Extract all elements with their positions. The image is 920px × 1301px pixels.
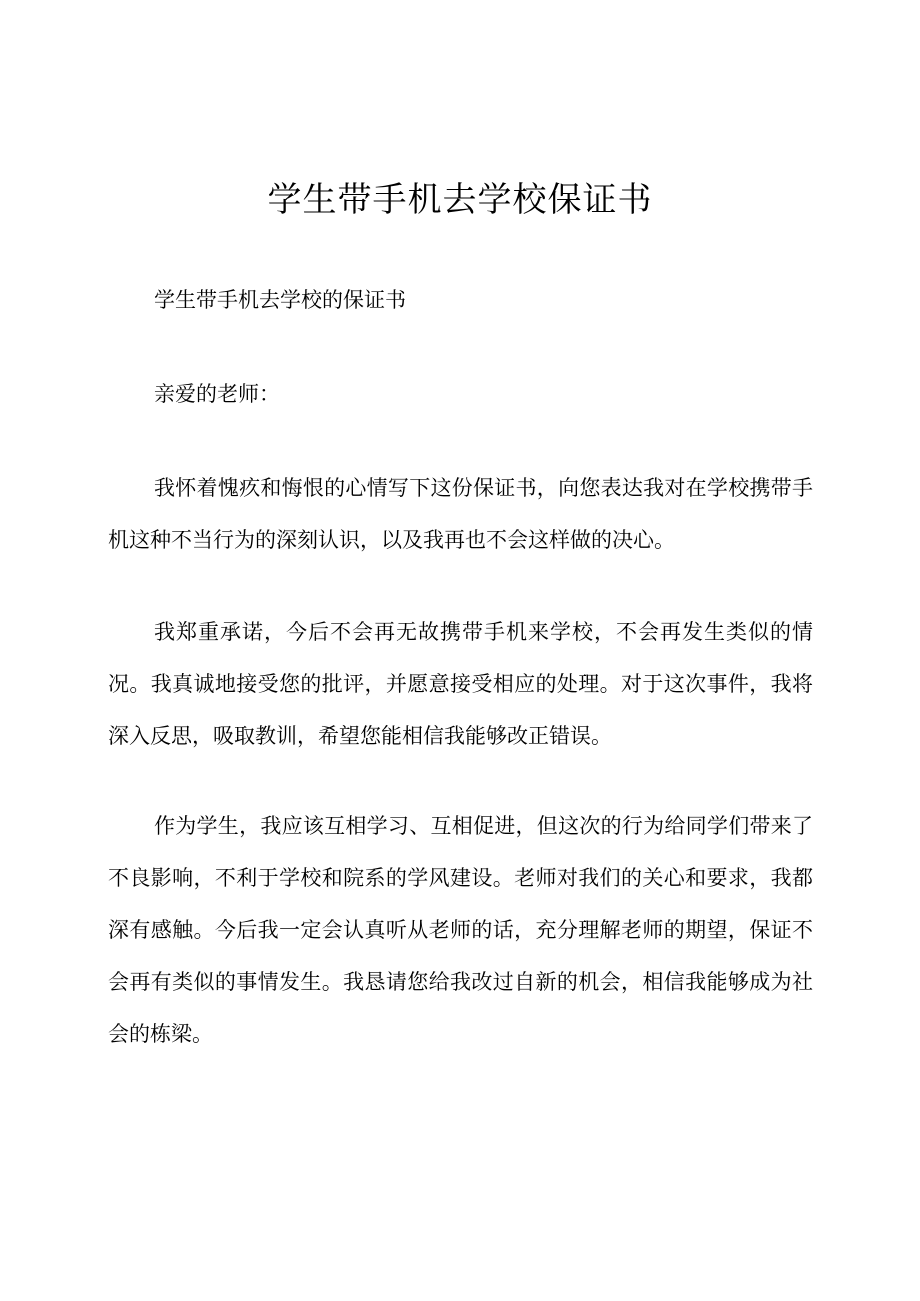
document-title: 学生带手机去学校保证书 [267, 180, 653, 220]
document-subtitle: 学生带手机去学校的保证书 [154, 288, 406, 312]
paragraph-1: 我怀着愧疚和悔恨的心情写下这份保证书，向您表达我对在学校携带手机这种不当行为的深刻认识，以及我再也不会这样做的决心。 [108, 476, 813, 552]
paragraph-3: 作为学生，我应该互相学习、互相促进，但这次的行为给同学们带来了不良影响，不利于学校和院系的学风建设。老师对我们的关心和要求，我都深有感触。今后我一定会认真听从老师的话，充分理解老师的期望，保证不会再有类似的事情发生。我恳请您给我改过自新的机会，相信我能够成为社会的栋梁。 [108, 814, 813, 1046]
greeting: 亲爱的老师： [154, 382, 280, 406]
paragraph-2: 我郑重承诺，今后不会再无故携带手机来学校，不会再发生类似的情况。我真诚地接受您的批评，并愿意接受相应的处理。对于这次事件，我将深入反思，吸取教训，希望您能相信我能够改正错误。 [108, 620, 813, 748]
